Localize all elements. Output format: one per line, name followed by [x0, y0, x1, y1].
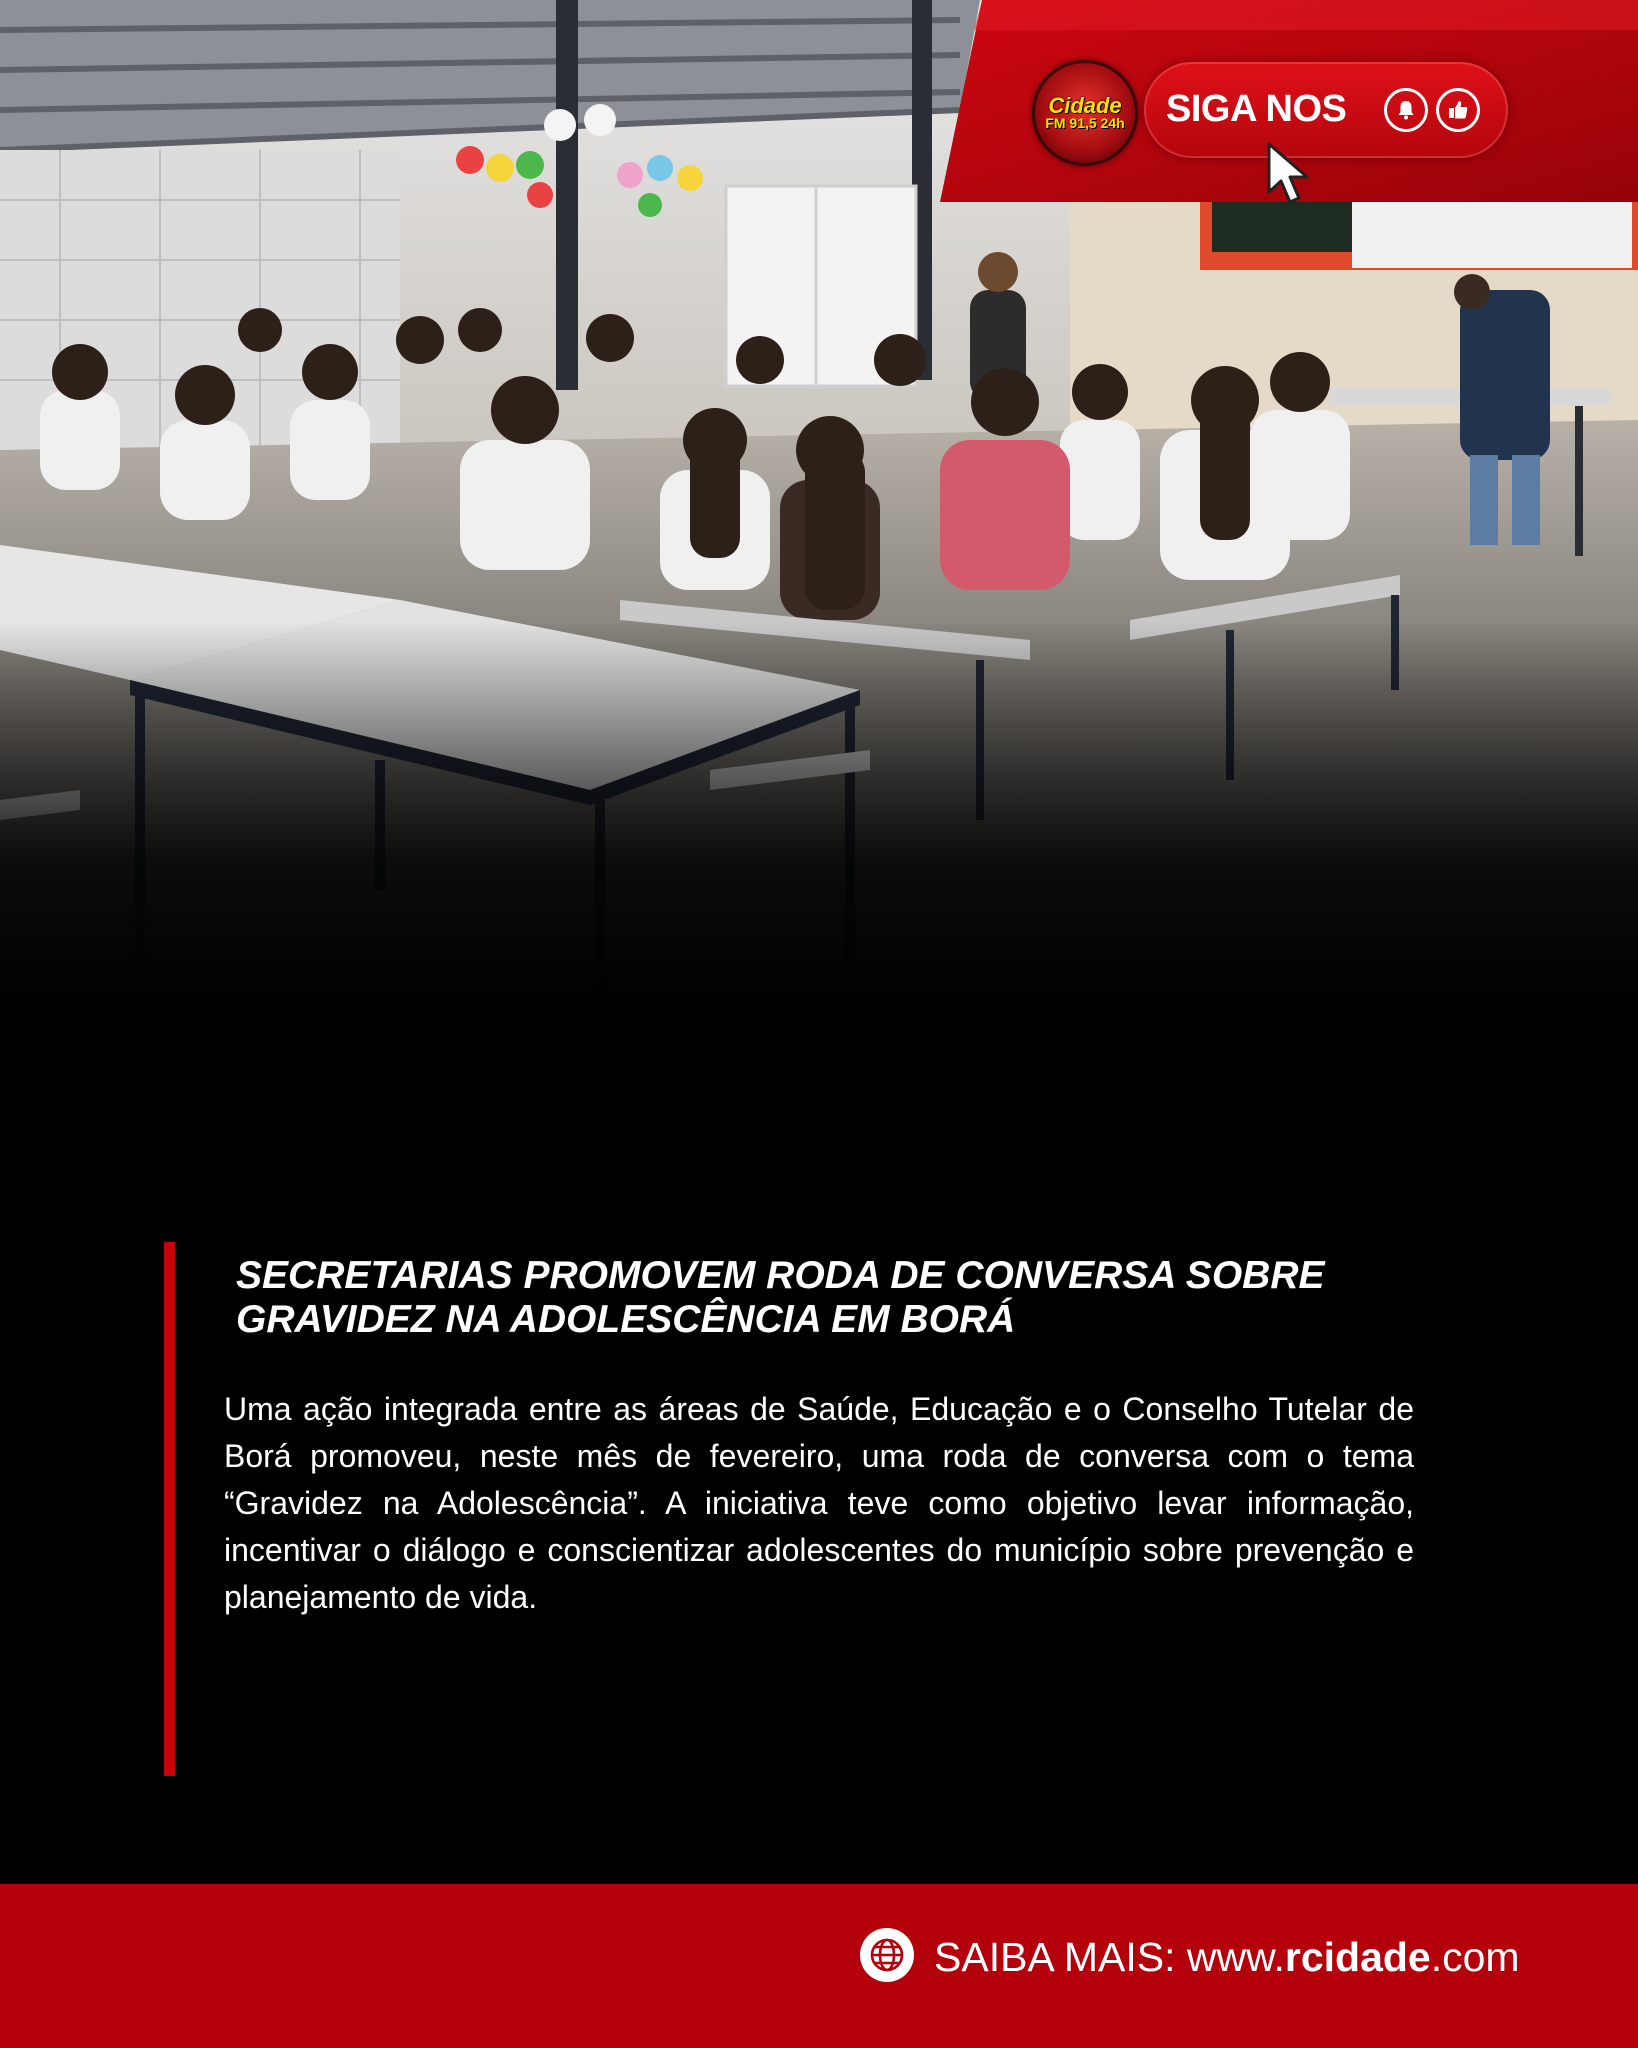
footer-prefix: SAIBA MAIS: www.: [934, 1934, 1285, 1980]
footer-suffix: .com: [1430, 1934, 1520, 1980]
footer-domain: rcidade: [1284, 1934, 1431, 1980]
footer-link[interactable]: [934, 1934, 1520, 1981]
radio-logo[interactable]: [1032, 60, 1138, 166]
accent-bar: [164, 1242, 175, 1776]
logo-frequency: FM 91,5 24h: [1045, 115, 1125, 131]
bell-icon[interactable]: [1384, 88, 1428, 132]
article-headline: SECRETARIAS PROMOVEM RODA DE CONVERSA SOBRE GRAVIDEZ NA ADOLESCÊNCIA EM BORÁ: [236, 1254, 1325, 1341]
article-body: Uma ação integrada entre as áreas de Saúde, Educação e o Conselho Tutelar de Borá promoveu, neste mês de fevereiro, uma roda de conversa com o tema “Gravidez na Adolescência”. A iniciativa teve como objetivo levar informação, incentivar o diálogo e conscientizar adolescentes do município sobre prevenção e planejamento de vida.: [224, 1391, 1414, 1615]
logo-name: Cidade: [1048, 93, 1122, 118]
cursor-icon: [1265, 142, 1317, 206]
thumbs-up-icon[interactable]: [1436, 88, 1480, 132]
photo-fade-overlay: [0, 620, 1638, 1020]
globe-icon: [860, 1928, 914, 1982]
follow-label: SIGA NOS: [1166, 88, 1347, 130]
